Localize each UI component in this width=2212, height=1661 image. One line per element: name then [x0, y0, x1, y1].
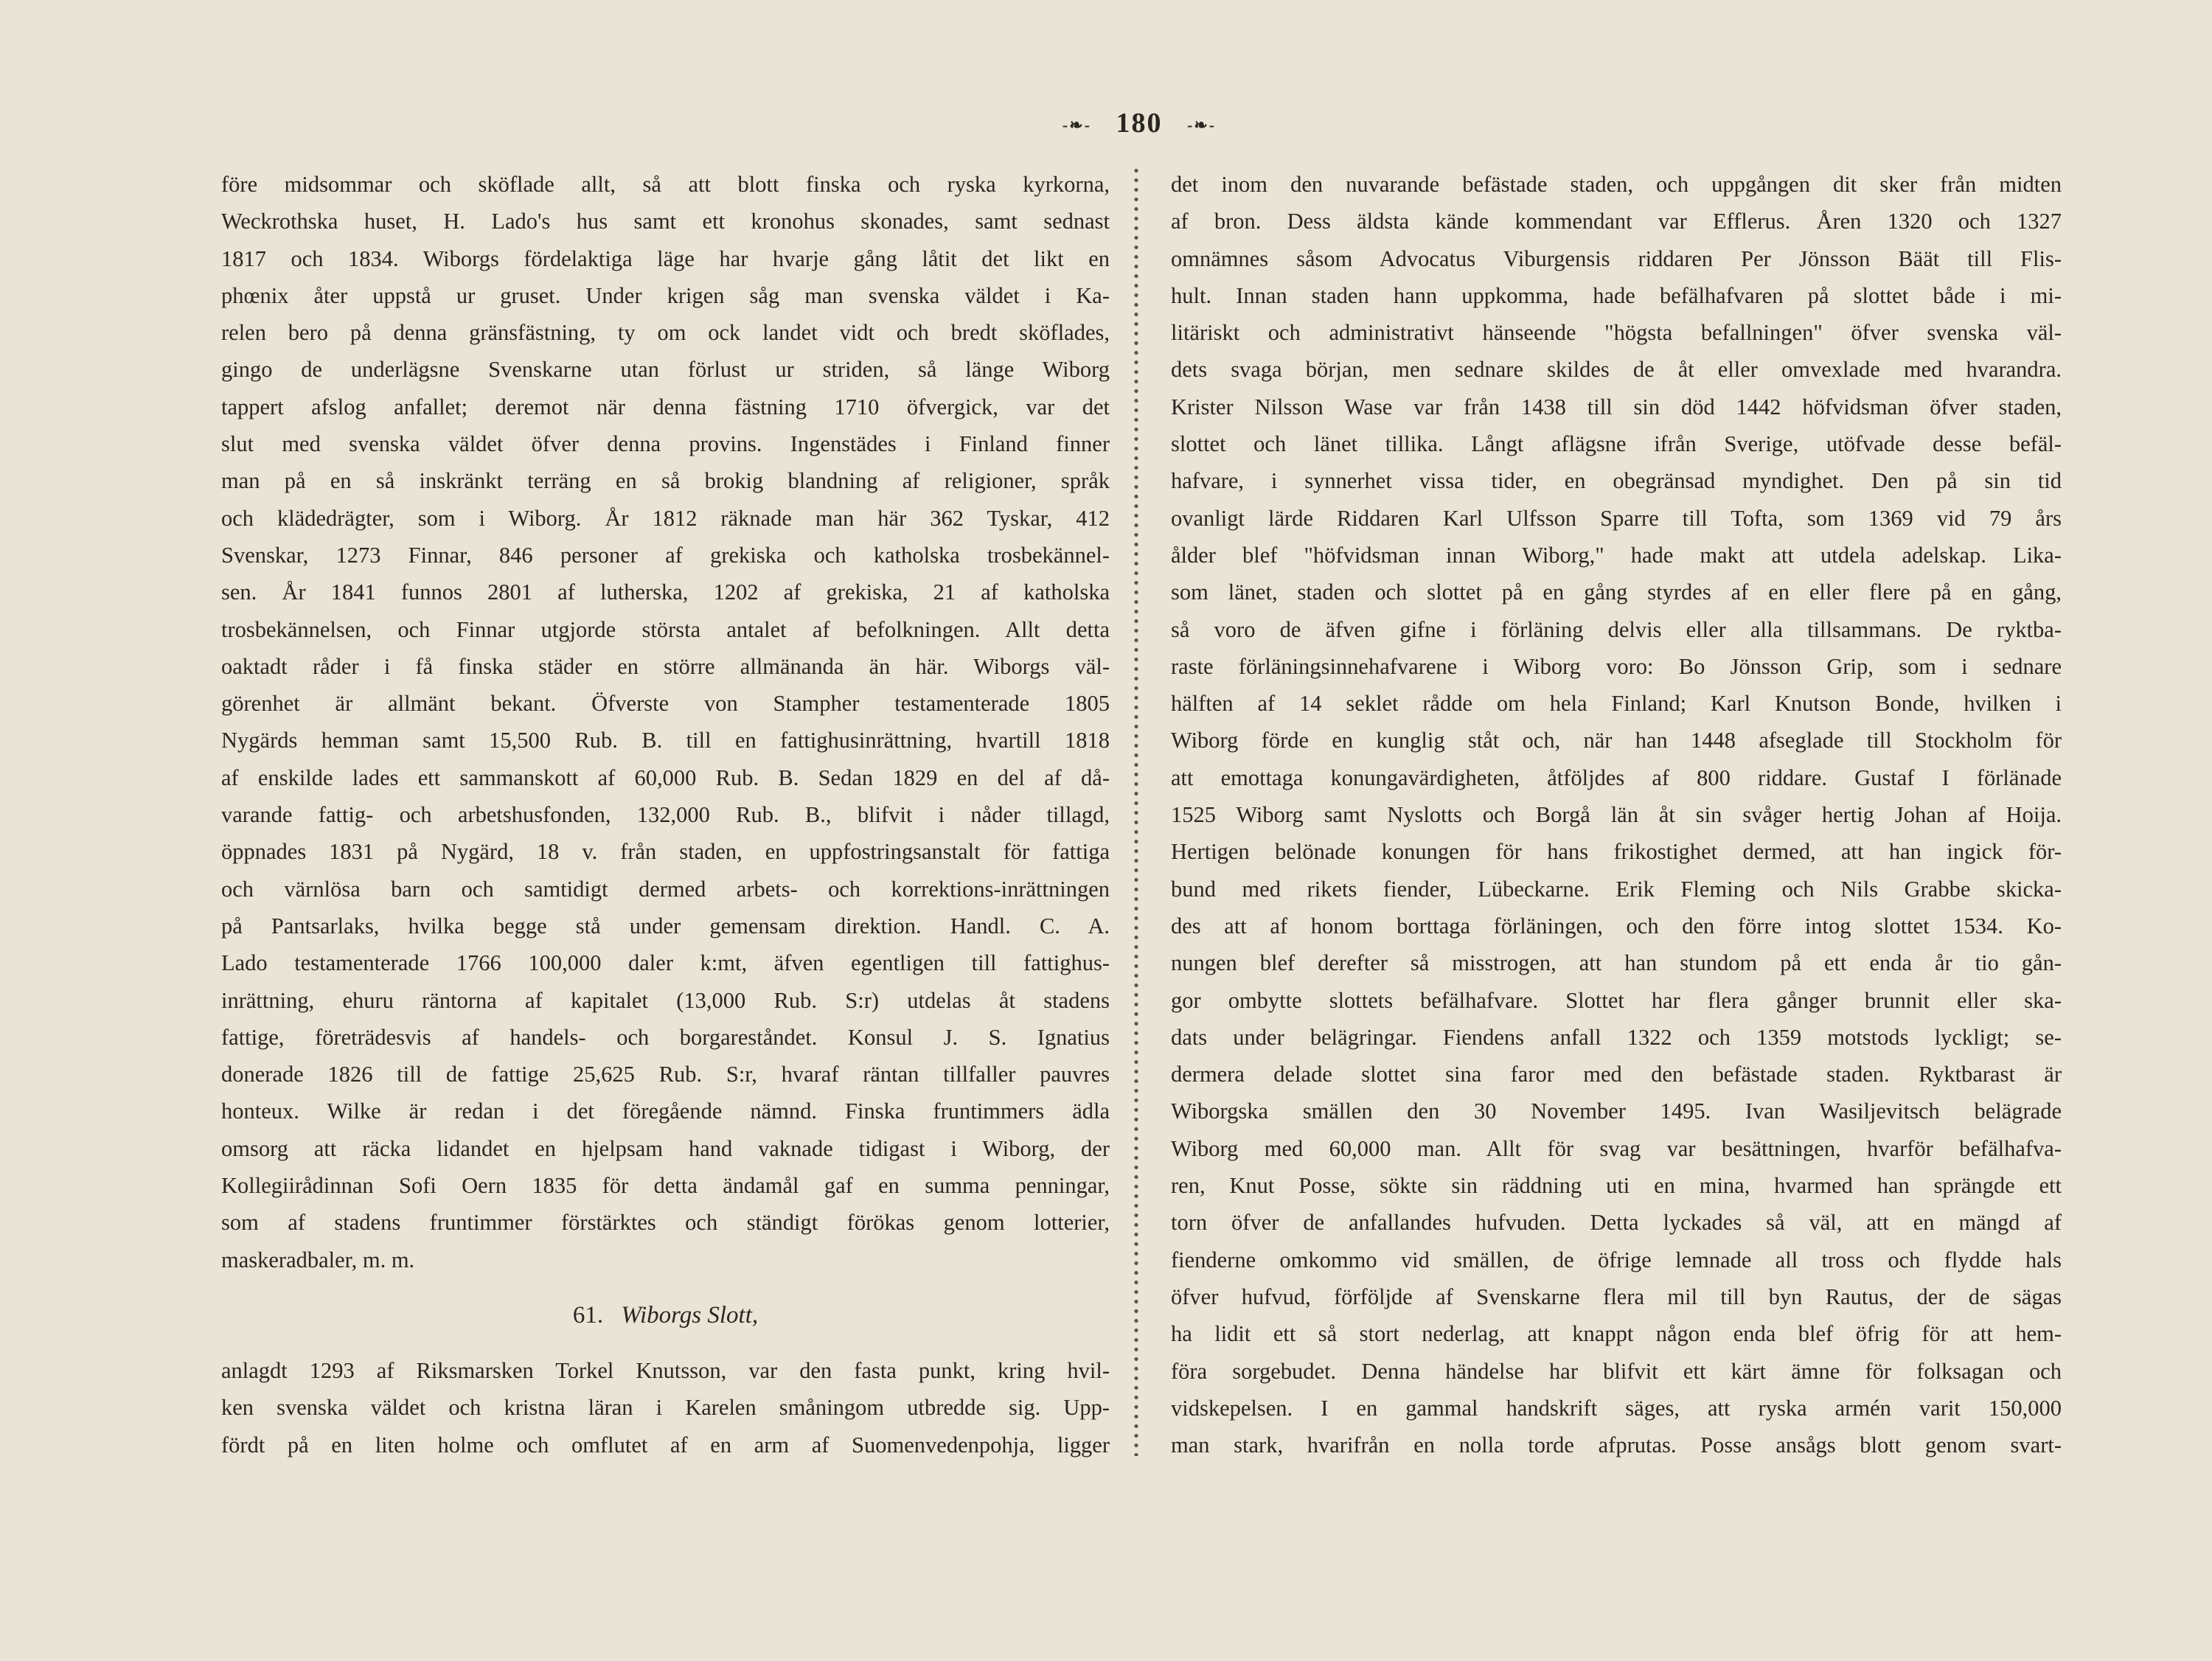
text-line: och klädedrägter, som i Wiborg. År 1812 räknade man här 362 Tyskar, 412 [221, 505, 1110, 531]
text-line: raste förläningsinnehafvarene i Wiborg voro: Bo Jönsson Grip, som i sednare [1171, 653, 2062, 679]
text-line: öfver hufvud, förföljde af Svenskarne flera mil till byn Rautus, der de sägas [1171, 1284, 2062, 1309]
text-line: på Pantsarlaks, hvilka begge stå under gemensam direktion. Handl. C. A. [221, 913, 1110, 939]
text-line: oaktadt råder i få finska städer en större allmänanda än här. Wiborgs väl- [221, 653, 1110, 679]
text-line: litäriskt och administrativt hänseende "högsta befallningen" öfver svenska väl- [1171, 320, 2062, 346]
text-line: inrättning, ehuru räntorna af kapitalet (13,000 Rub. S:r) utdelas åt stadens [221, 987, 1110, 1013]
text-line: trosbekännelsen, och Finnar utgjorde största antalet af befolkningen. Allt detta [221, 616, 1110, 642]
text-line: Weckrothska huset, H. Lado's hus samt ett kronohus skonades, samt sednast [221, 209, 1110, 234]
text-line: des att af honom borttaga förläningen, och den förre intog slottet 1534. Ko- [1171, 913, 2062, 939]
text-line: donerade 1826 till de fattige 25,625 Rub. S:r, hvaraf räntan tillfaller pauvres [221, 1062, 1110, 1087]
text-line: Kollegiirådinnan Sofi Oern 1835 för detta ändamål gaf en summa penningar, [221, 1173, 1110, 1199]
section-number: 61. [572, 1301, 604, 1329]
text-line: af bron. Dess äldsta kände kommendant var Efflerus. Åren 1320 och 1327 [1171, 209, 2062, 234]
header-ornament-left: -❧- [1062, 116, 1091, 135]
text-line: och värnlösa barn och samtidigt dermed arbets- och korrektions-inrättningen [221, 876, 1110, 902]
text-line: anlagdt 1293 af Riksmarsken Torkel Knutsson, var den fasta punkt, kring hvil- [221, 1357, 1110, 1383]
text-line: hafvare, i synnerhet vissa tider, en obegränsad myndighet. Den på sin tid [1171, 468, 2062, 494]
text-line: maskeradbaler, m. m. [221, 1247, 415, 1272]
text-line: phœnix åter uppstå ur gruset. Under krigen såg man svenska väldet i Ka- [221, 282, 1110, 308]
text-line: relen bero på denna gränsfästning, ty om ock landet vidt och bredt sköflades, [221, 320, 1110, 346]
text-line: man på en så inskränkt terräng en så brokig blandning af religioner, språk [221, 468, 1110, 494]
text-line: slottet och länet tillika. Långt aflägsne ifrån Sverige, utöfvade desse befäl- [1171, 431, 2062, 457]
text-line: varande fattig- och arbetshusfonden, 132,000 Rub. B., blifvit i nåder tillagd, [221, 802, 1110, 828]
text-line: fördt på en liten holme och omflutet af en arm af Suomenvedenpohja, ligger [221, 1432, 1110, 1458]
text-line: gor ombytte slottets befälhafvare. Slottet har flera gånger brunnit eller ska- [1171, 987, 2062, 1013]
text-line: 1817 och 1834. Wiborgs fördelaktiga läge har hvarje gång låtit det likt en [221, 246, 1110, 271]
text-line: bund med rikets fiender, Lübeckarne. Erik Fleming och Nils Grabbe skicka- [1171, 876, 2062, 902]
text-line: nungen blef derefter så misstrogen, att han stundom på ett enda år tio gån- [1171, 950, 2062, 976]
right-text-column [1171, 166, 2062, 1463]
text-line: hult. Innan staden hann uppkomma, hade befälhafvaren på slottet både i mi- [1171, 282, 2062, 308]
text-line: så voro de äfven gifne i förläning delvis eller alla tillsammans. De ryktba- [1171, 616, 2062, 642]
text-line: ålder blef "höfvidsman innan Wiborg," hade makt att utdela adelskap. Lika- [1171, 542, 2062, 568]
text-line: omsorg att räcka lidandet en hjelpsam hand vaknade tidigast i Wiborg, der [221, 1135, 1110, 1161]
text-line: ken svenska väldet och kristna läran i Karelen småningom utbredde sig. Upp- [221, 1395, 1110, 1421]
text-line: att emottaga konungavärdigheten, åtföljdes af 800 riddare. Gustaf I förlänade [1171, 765, 2062, 790]
page-number: 180 [1116, 108, 1163, 139]
text-line: före midsommar och sköflade allt, så att blott finska och ryska kyrkorna, [221, 172, 1110, 197]
text-line: som länet, staden och slottet på en gång styrdes af en eller flere på en gång, [1171, 579, 2062, 605]
text-line: hälften af 14 seklet rådde om hela Finland; Karl Knutson Bonde, hvilken i [1171, 691, 2062, 717]
section-heading [221, 1278, 1110, 1352]
section-title: Wiborgs Slott, [621, 1301, 759, 1329]
text-line: dets svaga början, men sednare skildes de åt eller omvexlade med hvarandra. [1171, 357, 2062, 383]
text-line: görenhet är allmänt bekant. Öfverste von Stampher testamenterade 1805 [221, 691, 1110, 717]
text-line: vidskepelsen. I en gammal handskrift säges, att ryska armén varit 150,000 [1171, 1395, 2062, 1421]
text-line: Wiborg förde en kunglig ståt och, när han 1448 afseglade till Stockholm för [1171, 728, 2062, 753]
text-line: Lado testamenterade 1766 100,000 daler k:mt, äfven egentligen till fattighus- [221, 950, 1110, 976]
text-line: Krister Nilsson Wase var från 1438 till sin död 1442 höfvidsman öfver staden, [1171, 394, 2062, 419]
text-line: honteux. Wilke är redan i det föregående nämnd. Finska fruntimmers ädla [221, 1098, 1110, 1124]
text-line: 1525 Wiborg samt Nyslotts och Borgå län åt sin svåger hertig Johan af Hoija. [1171, 802, 2062, 828]
left-text-column [221, 166, 1110, 1463]
text-line: tappert afslog anfallet; deremot när denna fästning 1710 öfvergick, var det [221, 394, 1110, 419]
text-line: Wiborgska smällen den 30 November 1495. Ivan Wasiljevitsch belägrade [1171, 1098, 2062, 1124]
text-line: dats under belägringar. Fiendens anfall 1322 och 1359 motstods lyckligt; se- [1171, 1024, 2062, 1050]
text-line: fienderne omkommo vid smällen, de öfrige lemnade all tross och flydde hals [1171, 1247, 2062, 1272]
text-line: slut med svenska väldet öfver denna provins. Ingenstädes i Finland finner [221, 431, 1110, 457]
text-line: Svenskar, 1273 Finnar, 846 personer af grekiska och katholska trosbekännel- [221, 542, 1110, 568]
text-line: gingo de underlägsne Svenskarne utan förlust ur striden, så länge Wiborg [221, 357, 1110, 383]
left-column-paragraph [221, 166, 1110, 1278]
text-line: man stark, hvarifrån en nolla torde afprutas. Posse ansågs blott genom svart- [1171, 1432, 2062, 1458]
text-line: Hertigen belönade konungen för hans frikostighet dermed, att han ingick för- [1171, 839, 2062, 865]
text-line: ha lidit ett så stort nederlag, att knappt någon enda blef öfrig för att hem- [1171, 1321, 2062, 1347]
column-divider [1133, 166, 1139, 1456]
text-line: dermera delade slottet sina faror med den befästade staden. Ryktbarast är [1171, 1062, 2062, 1087]
header-ornament-right: -❧- [1187, 116, 1217, 135]
text-line: sen. År 1841 funnos 2801 af lutherska, 1202 af grekiska, 21 af katholska [221, 579, 1110, 605]
text-line: ren, Knut Posse, sökte sin räddning uti en mina, hvarmed han sprängde ett [1171, 1173, 2062, 1199]
text-line: Nygärds hemman samt 15,500 Rub. B. till en fattighusinrättning, hvartill 1818 [221, 728, 1110, 753]
text-line: omnämnes såsom Advocatus Viburgensis riddaren Per Jönsson Bäät till Flis- [1171, 246, 2062, 271]
text-line: öppnades 1831 på Nygärd, 18 v. från staden, en uppfostringsanstalt för fattiga [221, 839, 1110, 865]
text-line: fattige, företrädesvis af handels- och borgareståndet. Konsul J. S. Ignatius [221, 1024, 1110, 1050]
text-line: som af stadens fruntimmer förstärktes och ständigt förökas genom lotterier, [221, 1210, 1110, 1236]
text-line: Wiborg med 60,000 man. Allt för svag var besättningen, hvarför befälhafva- [1171, 1135, 2062, 1161]
left-column-section-paragraph [221, 1352, 1110, 1463]
page-header [1018, 107, 1261, 151]
text-line: torn öfver de anfallandes hufvuden. Detta lyckades så väl, att en mängd af [1171, 1210, 2062, 1236]
text-line: föra sorgebudet. Denna händelse har blifvit ett kärt ämne för folksagan och [1171, 1358, 2062, 1384]
text-line: det inom den nuvarande befästade staden, och uppgången dit sker från midten [1171, 172, 2062, 197]
text-line: ovanligt lärde Riddaren Karl Ulfsson Sparre till Tofta, som 1369 vid 79 års [1171, 505, 2062, 531]
text-line: af enskilde lades ett sammanskott af 60,000 Rub. B. Sedan 1829 en del af då- [221, 765, 1110, 790]
